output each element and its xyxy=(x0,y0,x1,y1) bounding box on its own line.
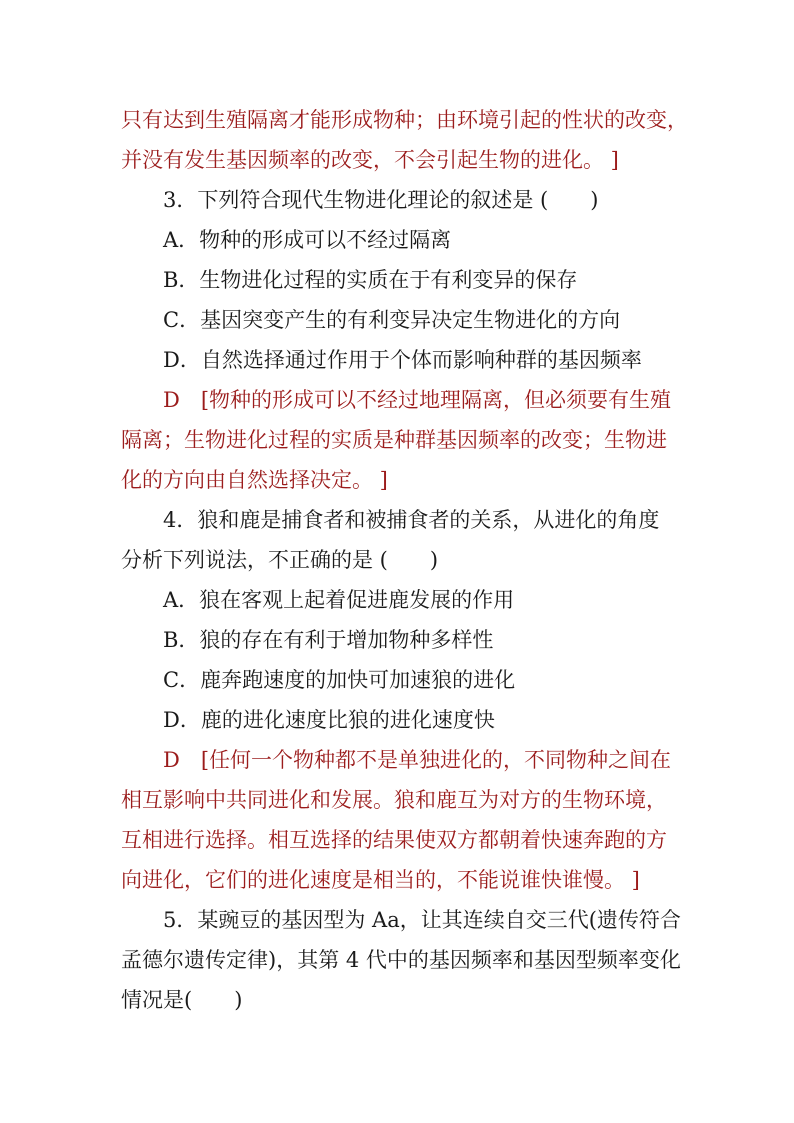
question-3-answer: 化的方向由自然选择决定。 ] xyxy=(121,468,388,492)
question-4-answer: 互相进行选择。相互选择的结果使双方都朝着快速奔跑的方 xyxy=(121,828,667,852)
question-3-answer: 隔离；生物进化过程的实质是种群基因频率的改变；生物进 xyxy=(121,428,667,452)
question-4-option-a: A．狼在客观上起着促进鹿发展的作用 xyxy=(163,588,515,612)
question-4-option-c: C．鹿奔跑速度的加快可加速狼的进化 xyxy=(163,668,516,692)
question-3-option-c: C．基因突变产生的有利变异决定生物进化的方向 xyxy=(163,308,621,332)
question-4-answer: D [任何一个物种都不是单独进化的，不同物种之间在 xyxy=(163,748,672,772)
question-5-stem: 孟德尔遗传定律)，其第 4 代中的基因频率和基因型频率变化 xyxy=(121,948,681,972)
explanation-line: 只有达到生殖隔离才能形成物种；由环境引起的性状的改变， xyxy=(121,108,688,132)
question-4-answer: 向进化，它们的进化速度是相当的，不能说谁快谁慢。 ] xyxy=(121,868,640,892)
question-4-answer: 相互影响中共同进化和发展。狼和鹿互为对方的生物环境， xyxy=(121,788,667,812)
question-5-stem: 情况是( ) xyxy=(121,988,243,1012)
question-4-option-d: D．鹿的进化速度比狼的进化速度快 xyxy=(163,708,495,732)
question-3-option-a: A．物种的形成可以不经过隔离 xyxy=(163,228,452,252)
question-4-option-b: B．狼的存在有利于增加物种多样性 xyxy=(163,628,494,652)
question-4-stem: 分析下列说法，不正确的是 ( ) xyxy=(121,548,439,572)
question-3-answer: D [物种的形成可以不经过地理隔离，但必须要有生殖 xyxy=(163,388,672,412)
question-5-stem: 5．某豌豆的基因型为 Aa，让其连续自交三代(遗传符合 xyxy=(163,908,681,932)
question-3-stem: 3．下列符合现代生物进化理论的叙述是 ( ) xyxy=(163,188,599,212)
question-4-stem: 4．狼和鹿是捕食者和被捕食者的关系，从进化的角度 xyxy=(163,508,660,532)
question-3-option-d: D．自然选择通过作用于个体而影响种群的基因频率 xyxy=(163,348,642,372)
question-3-option-b: B．生物进化过程的实质在于有利变异的保存 xyxy=(163,268,578,292)
explanation-line: 并没有发生基因频率的改变，不会引起生物的进化。 ] xyxy=(121,148,619,172)
